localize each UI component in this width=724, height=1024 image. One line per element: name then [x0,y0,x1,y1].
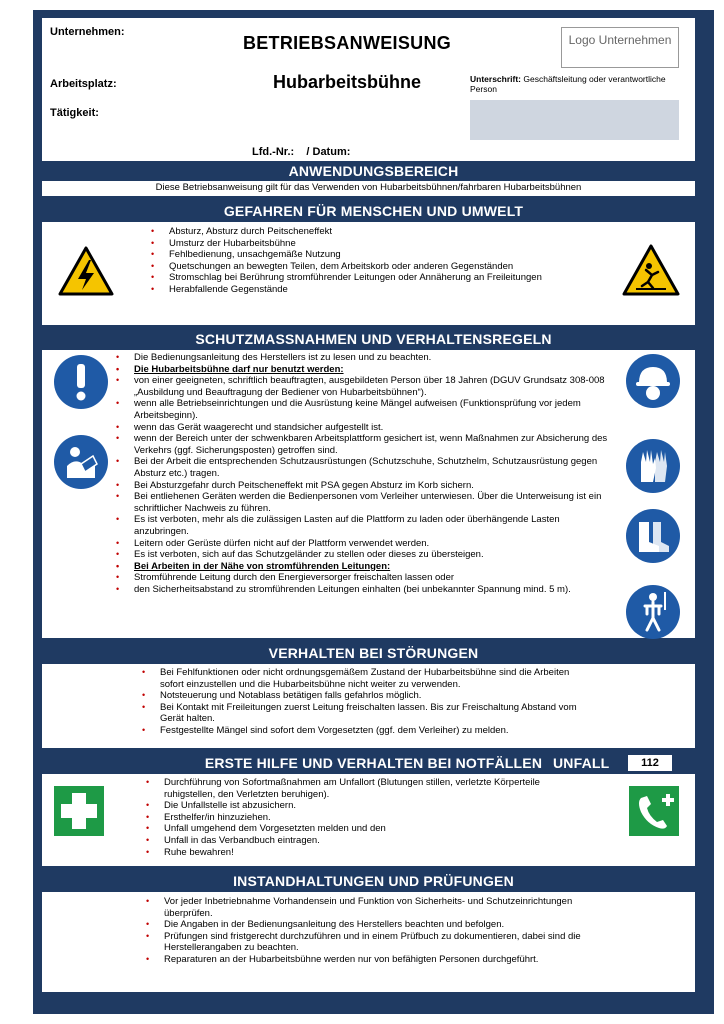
list-item: • Unfall umgehend dem Vorgesetzten melden und den [142,823,592,835]
signature-label-text: Geschäftsleitung oder verantwortliche Person [470,74,666,94]
lfd-date-label: Lfd.-Nr.: / Datum: [252,146,351,158]
maintenance-list [142,896,622,966]
protection-box [42,350,695,638]
company-logo-placeholder: Logo Unternehmen [561,27,679,68]
emergency-number-badge: 112 [628,755,672,771]
hazards-box [42,222,695,325]
list-item: • Bei Arbeiten in der Nähe von stromführenden Leitungen: [112,561,612,573]
list-item: • Die Angaben in der Bedienungsanleitung des Herstellers beachten und befolgen. [142,919,622,931]
list-item: • Notsteuerung und Notablass betätigen falls gefahrlos möglich. [138,690,593,702]
protection-heading: SCHUTZMASSNAHMEN UND VERHALTENSREGELN [195,331,552,347]
fall-protection-harness-icon [625,584,681,640]
page-title: BETRIEBSANWEISUNG [242,33,452,53]
list-item: • Unfall in das Verbandbuch eintragen. [142,835,592,847]
header [42,18,695,161]
workplace-label: Arbeitsplatz: [50,78,117,90]
signature-field[interactable] [470,100,679,140]
safety-boots-icon [625,508,681,564]
emergency-phone-icon [629,786,679,836]
list-item: • Reparaturen an der Hubarbeitsbühne werden nur von befähigten Personen durchgeführt. [142,954,622,966]
electricity-warning-icon [58,246,114,296]
first-aid-list [142,777,592,858]
page-subtitle: Hubarbeitsbühne [272,72,421,92]
list-item: • Bei entliehenen Geräten werden die Bedienpersonen vom Verleiher unterwiesen. Über die Unterweisung ist ein schriftlicher Nachweis zu führen. [112,491,612,514]
list-item: • den Sicherheitsabstand zu stromführenden Leitungen einhalten (bei unbekannter Spannung mind. 5 m). [112,584,612,596]
list-item: • Prüfungen sind fristgerecht durchzuführen und in einem Prüfbuch zu dokumentieren, dabei sind die Herstellerangaben zu beachten. [142,931,622,954]
list-item: • Vor jeder Inbetriebnahme Vorhandensein und Funktion von Sicherheits- und Schutzeinrichtungen überprüfen. [142,896,622,919]
list-item: • wenn alle Betriebseinrichtungen und die Ausrüstung keine Mängel aufweisen (Funktionsprüfung vor jedem Arbeitsbeginn). [112,398,612,421]
scope-text: Diese Betriebsanweisung gilt für das Verwenden von Hubarbeitsbühnen/fahrbaren Hubarbeitsbühnen [42,181,695,196]
list-item: • Durchführung von Sofortmaßnahmen am Unfallort (Blutungen stillen, verletzte Körperteile ruhigstellen, den Verletzten beruhigen). [142,777,592,800]
hazard-list [147,226,567,296]
list-item: • Herabfallende Gegenstände [147,284,567,296]
list-item: • Die Bedienungsanleitung des Herstellers ist zu lesen und zu beachten. [112,352,612,364]
list-item: • Bei Absturzgefahr durch Peitscheneffekt mit PSA gegen Absturz im Korb sichern. [112,480,612,492]
malfunction-box [42,664,695,748]
signature-label-bold: Unterschrift: [470,74,522,84]
list-item: • Ruhe bewahren! [142,847,592,859]
list-item: • Stromführende Leitung durch den Energieversorger freischalten lassen oder [112,572,612,584]
list-item: • Ersthelfer/in hinzuziehen. [142,812,592,824]
list-item: • Festgestellte Mängel sind sofort dem Vorgesetzten (ggf. dem Verleiher) zu melden. [138,725,593,737]
list-item: • Quetschungen an bewegten Teilen, dem Arbeitskorb oder anderen Gegenständen [147,261,567,273]
list-item: • Bei der Arbeit die entsprechenden Schutzausrüstungen (Schutzschuhe, Schutzhelm, Schutzausrüstung gegen Absturz etc.) tragen. [112,456,612,479]
list-item: • Leitern oder Gerüste dürfen nicht auf der Plattform verwendet werden. [112,538,612,550]
list-item: • wenn der Bereich unter der schwenkbaren Arbeitsplattform gesichert ist, wenn Maßnahmen zur Absicherung des Verkehrs (ggf. Sicherungsposten) getroffen sind. [112,433,612,456]
accident-label: UNFALL [553,755,610,771]
maintenance-box [42,892,695,992]
company-label: Unternehmen: [50,26,125,38]
side-note [2,600,14,1010]
hazards-heading: GEFAHREN FÜR MENSCHEN UND UMWELT [223,203,524,219]
hard-hat-mandatory-icon [625,353,681,409]
list-item: • Absturz, Absturz durch Peitscheneffekt [147,226,567,238]
malfunction-heading: VERHALTEN BEI STÖRUNGEN [268,645,479,661]
scope-heading: ANWENDUNGSBEREICH [288,163,459,179]
protection-list [112,352,612,595]
list-item: • Bei Fehlfunktionen oder nicht ordnungsgemäßem Zustand der Hubarbeitsbühne sind die Arbeiten sofort einzustellen und die Hubarbeitsbühne nicht weiter zu verwenden. [138,667,593,690]
fall-hazard-warning-icon [622,244,680,296]
list-item: • Bei Kontakt mit Freileitungen zuerst Leitung freischalten lassen. Bis zur Freischaltung Abstand vom Gerät halten. [138,702,593,725]
first-aid-cross-icon [54,786,104,836]
list-item: • Fehlbedienung, unsachgemäße Nutzung [147,249,567,261]
general-mandatory-icon [53,354,109,410]
first-aid-title: ERSTE HILFE UND VERHALTEN BEI NOTFÄLLEN [204,755,543,771]
list-item: • Umsturz der Hubarbeitsbühne [147,238,567,250]
list-item: • Stromschlag bei Berührung stromführender Leitungen oder Annäherung an Freileitungen [147,272,567,284]
list-item: • Es ist verboten, sich auf das Schutzgeländer zu stellen oder dieses zu übersteigen. [112,549,612,561]
list-item: • Die Hubarbeitsbühne darf nur benutzt werden: [112,364,612,376]
signature-label [470,74,670,94]
malfunction-list [138,667,593,737]
list-item: • von einer geeigneten, schriftlich beauftragten, ausgebildeten Person über 18 Jahren (DGUV Grundsatz 308-008 „Ausbildung und Beauftragung der Bediener von Hubarbeitsbühnen“). [112,375,612,398]
list-item: • Die Unfallstelle ist abzusichern. [142,800,592,812]
activity-label: Tätigkeit: [50,107,99,119]
maintenance-heading: INSTANDHALTUNGEN UND PRÜFUNGEN [233,873,514,889]
document-frame [33,10,714,1014]
protective-gloves-icon [625,438,681,494]
read-manual-icon [53,434,109,490]
list-item: • wenn das Gerät waagerecht und standsicher aufgestellt ist. [112,422,612,434]
list-item: • Es ist verboten, mehr als die zulässigen Lasten auf die Plattform zu laden oder überhängende Lasten anzubringen. [112,514,612,537]
first-aid-box [42,774,695,866]
